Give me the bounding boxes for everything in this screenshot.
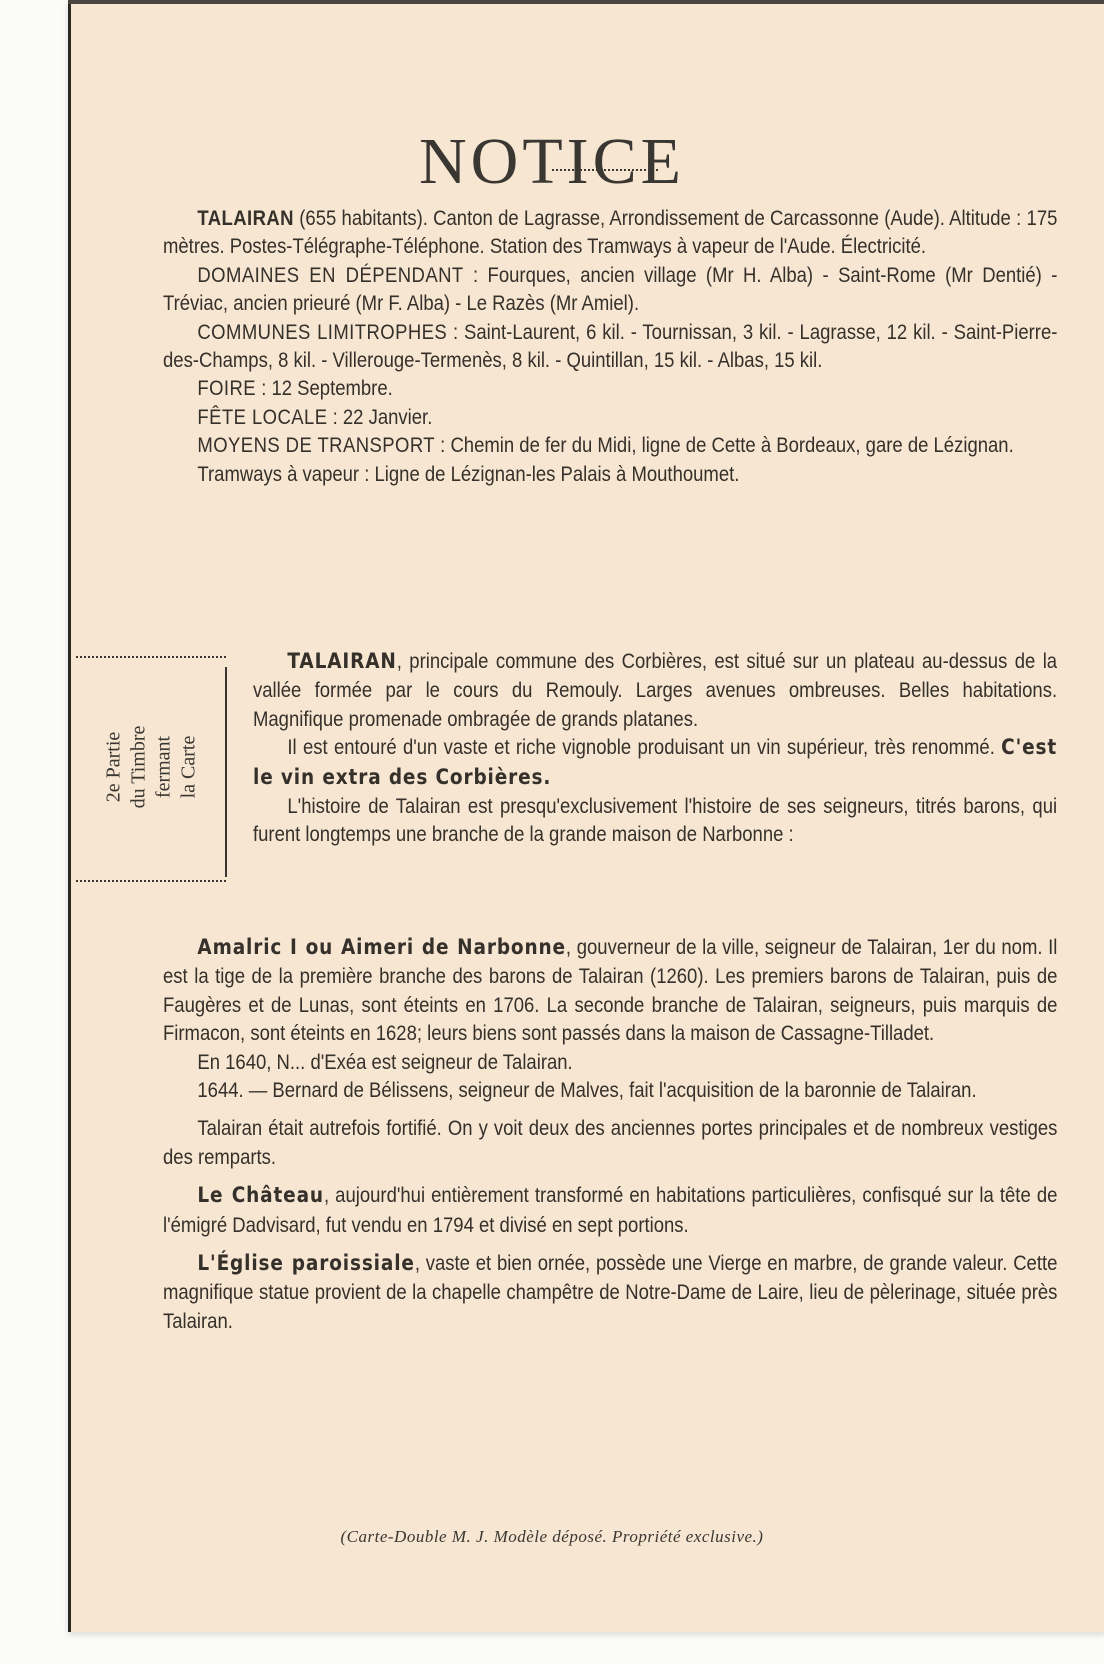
wine-slogan: C'est le vin extra des Corbières. bbox=[253, 735, 1058, 790]
page-title: NOTICE bbox=[419, 125, 685, 199]
info-paragraph-tramways: Tramways à vapeur : Ligne de Lézignan-les Palais à Mouthoumet. bbox=[197, 461, 740, 486]
info-paragraph-foire: FOIRE : 12 Septembre. bbox=[197, 376, 393, 401]
info-paragraph-transport: MOYENS DE TRANSPORT : Chemin de fer du Midi, ligne de Cette à Bordeaux, gare de Lézignan. bbox=[197, 433, 1014, 458]
info-paragraph-domaines: DOMAINES EN DÉPENDANT : Fourques, ancien village (Mr H. Alba) - Saint-Rome (Mr Dentié) - Tréviac, ancien prieuré (Mr F. Alba) - Le Razès (Mr Amiel). bbox=[163, 262, 1058, 316]
history-paragraph-intro: TALAIRAN, principale commune des Corbières, est situé sur un plateau au-dessus de la vallée formée par le cours du Remouly. Larges avenues ombreuses. Belles habitations. Magnifique promenade ombragée de grands platanes. bbox=[253, 649, 1058, 731]
history-paragraph-seigneurs: L'histoire de Talairan est presqu'exclusivement l'histoire de ses seigneurs, titrés barons, qui furent longtemps une branche de la grande maison de Narbonne : bbox=[253, 794, 1058, 847]
info-paragraph-fete: FÊTE LOCALE : 22 Janvier. bbox=[197, 404, 433, 429]
history-paragraph-1644: 1644. — Bernard de Bélissens, seigneur de Malves, fait l'acquisition de la baronnie de Talairan. bbox=[197, 1078, 977, 1103]
history-paragraph-fortifications: Talairan était autrefois fortifié. On y voit deux des anciennes portes principales et de nombreux vestiges des remparts. bbox=[163, 1116, 1058, 1169]
name-chateau: Le Château bbox=[197, 1183, 324, 1209]
footer-copyright: (Carte-Double M. J. Modèle déposé. Propriété exclusive.) bbox=[340, 1527, 764, 1546]
history-intro-section bbox=[253, 647, 1057, 849]
label-foire: FOIRE bbox=[197, 376, 257, 401]
name-eglise: L'Église paroissiale bbox=[197, 1251, 415, 1277]
info-paragraph-communes: COMMUNES LIMITROPHES : Saint-Laurent, 6 kil. - Tournissan, 3 kil. - Lagrasse, 12 kil. - Saint-Pierre-des-Champs, 8 kil. - Villerouge-Termenès, 8 kil. - Quintillan, 15 kil. - Albas, 15 kil. bbox=[163, 319, 1058, 373]
history-paragraph-chateau: Le Château, aujourd'hui entièrement transformé en habitations particulières, confisqué sur la tête de l'émigré Dadvisard, fut vendu en 1794 et divisé en sept portions. bbox=[163, 1183, 1058, 1237]
history-paragraph-eglise: L'Église paroissiale, vaste et bien ornée, possède une Vierge en marbre, de grande valeur. Cette magnifique statue provient de la chapelle champêtre de Notre-Dame de Laire, lieu de pèlerinage, située près Talairan. bbox=[163, 1251, 1058, 1333]
label-domaines: DOMAINES EN DÉPENDANT bbox=[197, 262, 464, 287]
stamp-label: 2e Partie du Timbre fermant la Carte bbox=[102, 725, 199, 809]
name-amalric: Amalric I ou Aimeri de Narbonne bbox=[197, 935, 566, 960]
info-paragraph-population: TALAIRAN (655 habitants). Canton de Lagrasse, Arrondissement de Carcassonne (Aude). Altitude : 175 mètres. Postes-Télégraphe-Téléphone. Station des Tramways à vapeur de l'Aude. Électricité. bbox=[163, 206, 1058, 259]
history-paragraph-1640: En 1640, N... d'Exéa est seigneur de Talairan. bbox=[197, 1049, 573, 1074]
label-transport: MOYENS DE TRANSPORT bbox=[197, 433, 436, 458]
top-edge-shadow bbox=[68, 0, 1104, 4]
town-name-heading: TALAIRAN bbox=[287, 649, 397, 674]
town-name: TALAIRAN bbox=[197, 206, 294, 230]
info-section bbox=[163, 204, 1057, 488]
history-paragraph-vineyard: Il est entouré d'un vaste et riche vignoble produisant un vin supérieur, très renommé. C'est le vin extra des Corbières. bbox=[253, 735, 1058, 790]
history-paragraph-amalric: Amalric I ou Aimeri de Narbonne, gouverneur de la ville, seigneur de Talairan, 1er du nom. Il est la tige de la première branche des barons de Talairan (1260). Les premiers barons de Talairan, puis de Faugères et de Lunas, sont éteints en 1706. La seconde branche de Talairan, seigneurs, puis marquis de Firmacon, sont éteints en 1628; leurs biens sont passés dans la maison de Cassagne-Tilladet. bbox=[163, 935, 1058, 1046]
label-fete: FÊTE LOCALE bbox=[197, 404, 328, 429]
label-communes: COMMUNES LIMITROPHES bbox=[197, 319, 448, 344]
history-section bbox=[163, 933, 1057, 1335]
title-divider bbox=[552, 169, 658, 171]
